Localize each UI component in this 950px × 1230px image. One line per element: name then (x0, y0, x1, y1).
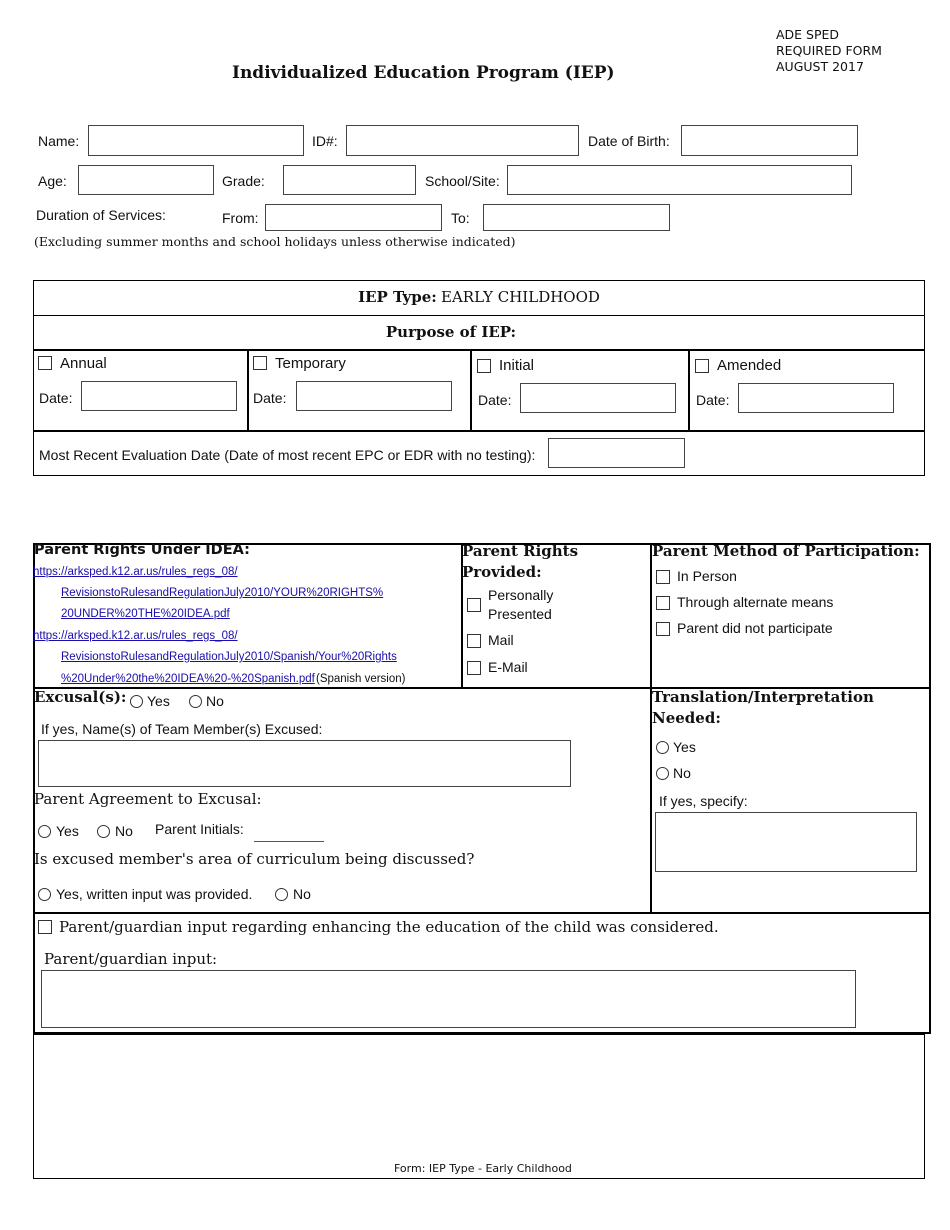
translation-no-radio[interactable] (656, 767, 669, 780)
written-input-yes-label: Yes, written input was provided. (56, 886, 253, 902)
corner-line-3: AUGUST 2017 (776, 59, 864, 74)
written-input-no-radio[interactable] (275, 888, 288, 901)
initial-checkbox[interactable] (477, 359, 491, 373)
divider (650, 543, 652, 914)
translation-specify-label: If yes, specify: (659, 793, 748, 809)
age-field[interactable] (78, 165, 214, 195)
spanish-note: (Spanish version) (316, 673, 406, 685)
divider (33, 430, 925, 432)
excused-names-label: If yes, Name(s) of Team Member(s) Excused: (41, 721, 323, 737)
excusal-yes-radio[interactable] (130, 695, 143, 708)
translation-specify-field[interactable] (655, 812, 917, 872)
translation-heading-2: Needed: (652, 709, 721, 727)
name-label: Name: (38, 133, 80, 149)
personally-label-1: Personally (488, 587, 554, 603)
written-input-no-label: No (293, 886, 311, 902)
email-checkbox[interactable] (467, 661, 481, 675)
divider (33, 912, 931, 914)
mail-checkbox[interactable] (467, 634, 481, 648)
iep-type-value: EARLY CHILDHOOD (441, 288, 600, 306)
corner-note (776, 27, 882, 75)
page-title: Individualized Education Program (IEP) (232, 63, 615, 83)
did-not-participate-checkbox[interactable] (656, 622, 670, 636)
id-field[interactable] (346, 125, 579, 156)
curriculum-question: Is excused member's area of curriculum being discussed? (34, 850, 475, 868)
from-date-field[interactable] (265, 204, 442, 231)
email-label: E-Mail (488, 659, 528, 675)
initials-line[interactable] (254, 841, 324, 842)
written-input-yes-radio[interactable] (38, 888, 51, 901)
school-field[interactable] (507, 165, 852, 195)
amended-checkbox[interactable] (695, 359, 709, 373)
agreement-no-radio[interactable] (97, 825, 110, 838)
dob-label: Date of Birth: (588, 133, 670, 149)
divider (688, 349, 690, 431)
duration-label: Duration of Services: (36, 207, 166, 223)
amended-label: Amended (717, 357, 782, 374)
to-label: To: (451, 210, 470, 226)
purpose-label: Purpose of IEP: (385, 323, 517, 341)
rights-link-english-line3[interactable]: 20UNDER%20THE%20IDEA.pdf (61, 608, 230, 620)
duration-note: (Excluding summer months and school holidays unless otherwise indicated) (34, 234, 516, 249)
initials-label: Parent Initials: (155, 821, 244, 837)
personally-label-2: Presented (488, 606, 552, 622)
agreement-yes-radio[interactable] (38, 825, 51, 838)
initial-date-label: Date: (478, 392, 512, 408)
agreement-yes-label: Yes (56, 823, 79, 839)
divider (470, 349, 472, 431)
agreement-no-label: No (115, 823, 133, 839)
grade-label: Grade: (222, 173, 265, 189)
initial-label: Initial (499, 357, 535, 374)
rights-link-spanish-line2[interactable]: RevisionstoRulesandRegulationJuly2010/Spanish/Your%20Rights (61, 651, 397, 663)
rights-link-english-line2[interactable]: RevisionstoRulesandRegulationJuly2010/YOUR%20RIGHTS% (61, 587, 384, 599)
excusal-yes-label: Yes (147, 693, 170, 709)
divider (33, 315, 925, 316)
alternate-means-checkbox[interactable] (656, 596, 670, 610)
annual-date-field[interactable] (81, 381, 237, 411)
translation-heading-1: Translation/Interpretation (652, 688, 874, 706)
excused-names-field[interactable] (38, 740, 571, 787)
divider (247, 349, 249, 431)
notes-area (33, 1034, 925, 1179)
translation-no-label: No (673, 765, 691, 781)
amended-date-field[interactable] (738, 383, 894, 413)
corner-line-2: REQUIRED FORM (776, 43, 882, 58)
age-label: Age: (38, 173, 67, 189)
mail-label: Mail (488, 632, 514, 648)
rights-heading: Parent Rights Under IDEA: (34, 542, 250, 558)
excusal-no-label: No (206, 693, 224, 709)
personally-presented-checkbox[interactable] (467, 598, 481, 612)
id-label: ID#: (312, 133, 338, 149)
iep-type (0, 288, 950, 306)
rights-link-spanish-line1[interactable]: https://arksped.k12.ar.us/rules_regs_08/ (33, 630, 238, 642)
in-person-label: In Person (677, 568, 737, 584)
annual-label: Annual (60, 355, 107, 372)
grade-field[interactable] (283, 165, 416, 195)
temporary-date-label: Date: (253, 390, 287, 406)
translation-yes-label: Yes (673, 739, 696, 755)
amended-date-label: Date: (696, 392, 730, 408)
provided-heading-2: Provided: (462, 563, 542, 581)
school-label: School/Site: (425, 173, 500, 189)
temporary-date-field[interactable] (296, 381, 452, 411)
parent-input-label: Parent/guardian input: (44, 950, 218, 968)
input-considered-checkbox[interactable] (38, 920, 52, 934)
rights-link-english-line1[interactable]: https://arksped.k12.ar.us/rules_regs_08/ (33, 566, 238, 578)
in-person-checkbox[interactable] (656, 570, 670, 584)
did-not-participate-label: Parent did not participate (677, 620, 833, 636)
initial-date-field[interactable] (520, 383, 676, 413)
iep-type-label: IEP Type: (358, 288, 437, 306)
name-field[interactable] (88, 125, 304, 156)
translation-yes-radio[interactable] (656, 741, 669, 754)
annual-checkbox[interactable] (38, 356, 52, 370)
divider (33, 349, 925, 351)
from-label: From: (222, 210, 259, 226)
temporary-label: Temporary (275, 355, 346, 372)
method-heading: Parent Method of Participation: (652, 542, 920, 560)
excusal-heading: Excusal(s): (34, 688, 127, 706)
eval-date-field[interactable] (548, 438, 685, 468)
eval-date-label: Most Recent Evaluation Date (Date of most recent EPC or EDR with no testing): (39, 447, 536, 463)
input-considered-label: Parent/guardian input regarding enhancing the education of the child was considered. (59, 918, 719, 936)
alternate-means-label: Through alternate means (677, 594, 834, 610)
agreement-label: Parent Agreement to Excusal: (34, 790, 262, 808)
provided-heading-1: Parent Rights (462, 542, 579, 560)
excusal-no-radio[interactable] (189, 695, 202, 708)
parent-input-field[interactable] (41, 970, 856, 1028)
annual-date-label: Date: (39, 390, 73, 406)
dob-field[interactable] (681, 125, 858, 156)
corner-line-1: ADE SPED (776, 27, 840, 42)
to-date-field[interactable] (483, 204, 670, 231)
rights-link-spanish-line3[interactable]: %20Under%20the%20IDEA%20-%20Spanish.pdf (61, 673, 315, 685)
footer-form-label: Form: IEP Type - Early Childhood (394, 1162, 572, 1175)
temporary-checkbox[interactable] (253, 356, 267, 370)
